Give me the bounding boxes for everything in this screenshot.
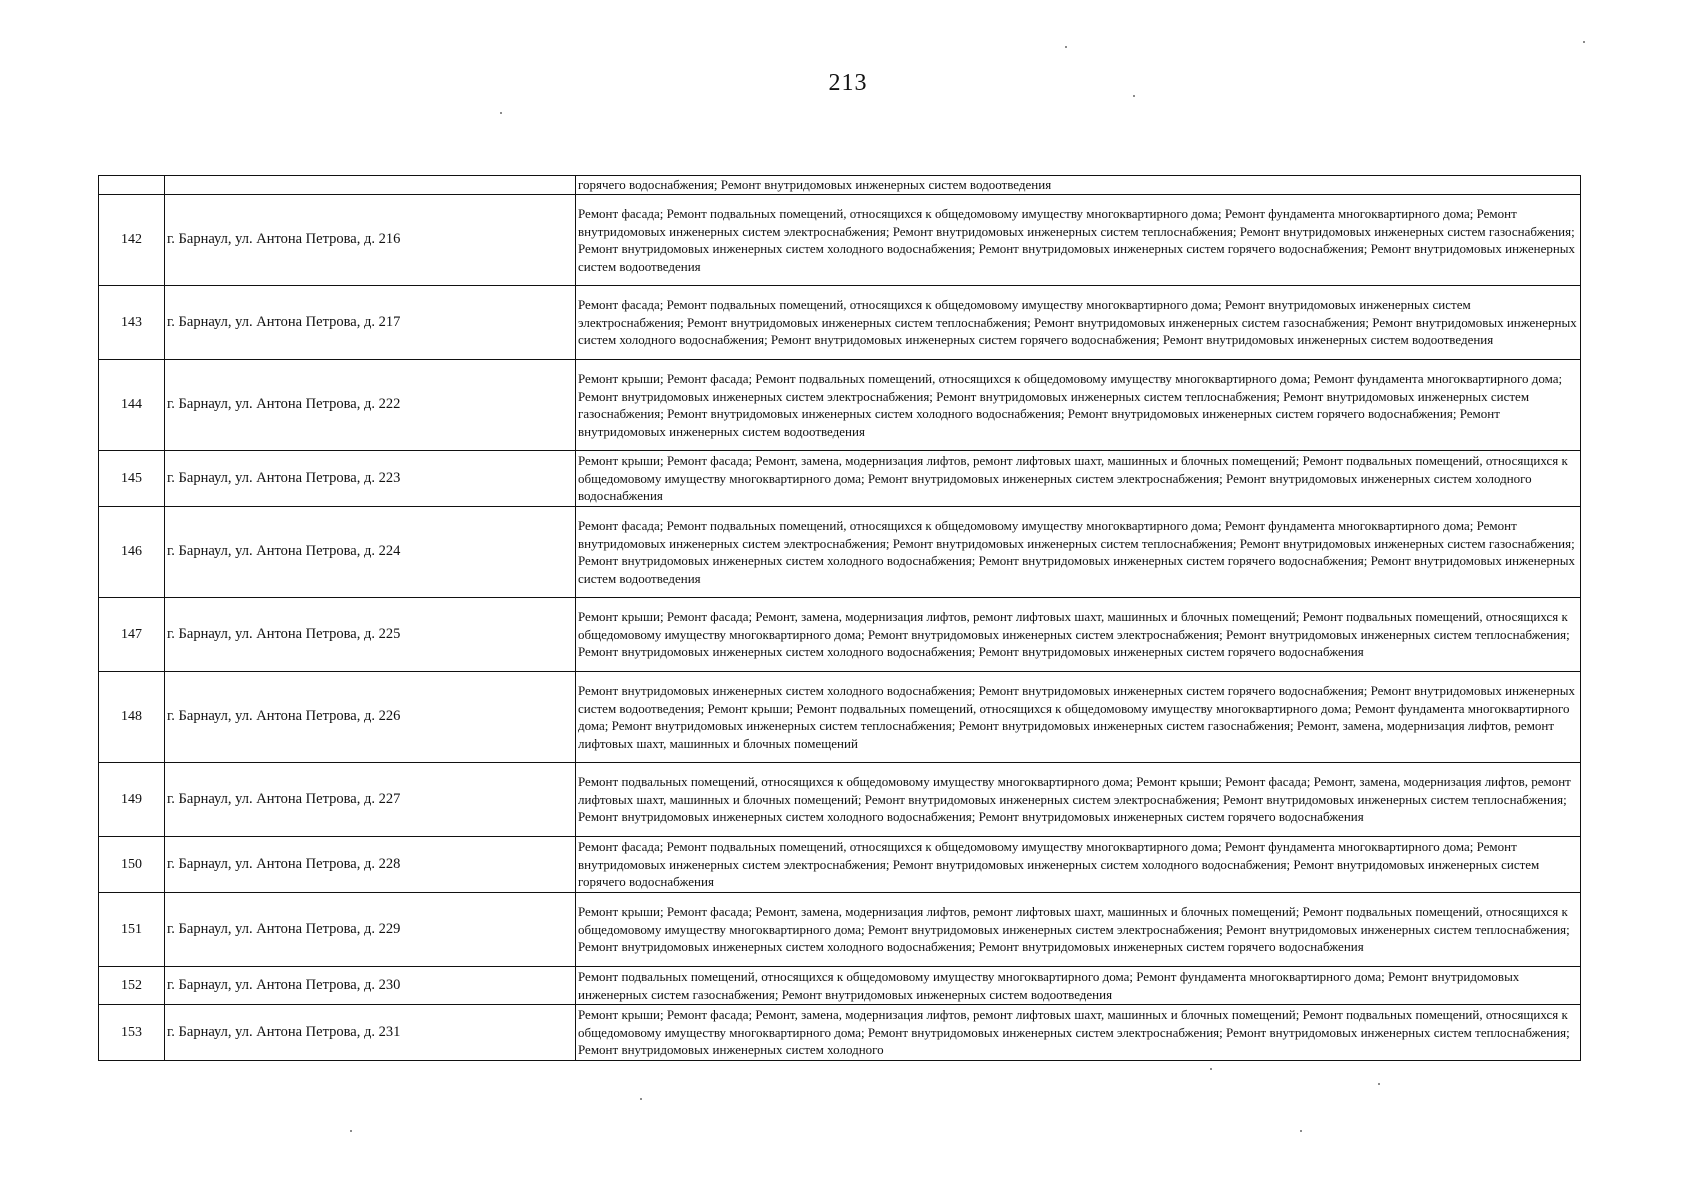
table-row-continuation: [99, 176, 1581, 195]
scan-speck: [1133, 95, 1135, 97]
scan-speck: [500, 112, 502, 114]
row-number-cell: 153: [99, 1005, 165, 1061]
repair-works-table: [98, 175, 1581, 1061]
address-cell: г. Барнаул, ул. Антона Петрова, д. 224: [165, 507, 576, 598]
scan-speck: [1065, 46, 1067, 48]
table-row: [99, 360, 1581, 451]
works-cell: Ремонт фасада; Ремонт подвальных помещений, относящихся к общедомовому имуществу многоквартирного дома; Ремонт внутридомовых инженерных систем электроснабжения; Ремонт внутридомовых инженерных систем теплоснабжения; Ремонт внутридомовых инженерных систем газоснабжения; Ремонт внутридомовых инженерных систем холодного водоснабжения; Ремонт внутридомовых инженерных систем горячего водоснабжения; Ремонт внутридомовых инженерных систем водоотведения: [576, 286, 1581, 360]
address-cell: г. Барнаул, ул. Антона Петрова, д. 231: [165, 1005, 576, 1061]
row-number-cell: 146: [99, 507, 165, 598]
table-row: [99, 286, 1581, 360]
table-row: [99, 451, 1581, 507]
row-number-cell: 150: [99, 837, 165, 893]
works-cell: Ремонт подвальных помещений, относящихся к общедомовому имуществу многоквартирного дома; Ремонт крыши; Ремонт фасада; Ремонт, замена, модернизация лифтов, ремонт лифтовых шахт, машинных и блочных помещений; Ремонт внутридомовых инженерных систем электроснабжения; Ремонт внутридомовых инженерных систем теплоснабжения; Ремонт внутридомовых инженерных систем холодного водоснабжения; Ремонт внутридомовых инженерных систем горячего водоснабжения: [576, 763, 1581, 837]
row-number-cell: 151: [99, 893, 165, 967]
row-number-cell: [99, 176, 165, 195]
scan-speck: [1378, 1083, 1380, 1085]
address-cell: г. Барнаул, ул. Антона Петрова, д. 229: [165, 893, 576, 967]
row-number-cell: 144: [99, 360, 165, 451]
row-number-cell: 149: [99, 763, 165, 837]
table-row: [99, 967, 1581, 1005]
scan-speck: [350, 1130, 352, 1132]
address-cell: [165, 176, 576, 195]
table-row: [99, 195, 1581, 286]
works-cell: горячего водоснабжения; Ремонт внутридомовых инженерных систем водоотведения: [576, 176, 1581, 195]
table-row: [99, 507, 1581, 598]
works-cell: Ремонт крыши; Ремонт фасада; Ремонт, замена, модернизация лифтов, ремонт лифтовых шахт, машинных и блочных помещений; Ремонт подвальных помещений, относящихся к общедомовому имуществу многоквартирного дома; Ремонт внутридомовых инженерных систем электроснабжения; Ремонт внутридомовых инженерных систем теплоснабжения; Ремонт внутридомовых инженерных систем холодного водоснабжения; Ремонт внутридомовых инженерных систем горячего водоснабжения: [576, 598, 1581, 672]
address-cell: г. Барнаул, ул. Антона Петрова, д. 216: [165, 195, 576, 286]
address-cell: г. Барнаул, ул. Антона Петрова, д. 227: [165, 763, 576, 837]
row-number-cell: 145: [99, 451, 165, 507]
works-cell: Ремонт крыши; Ремонт фасада; Ремонт подвальных помещений, относящихся к общедомовому имуществу многоквартирного дома; Ремонт фундамента многоквартирного дома; Ремонт внутридомовых инженерных систем электроснабжения; Ремонт внутридомовых инженерных систем теплоснабжения; Ремонт внутридомовых инженерных систем газоснабжения; Ремонт внутридомовых инженерных систем холодного водоснабжения; Ремонт внутридомовых инженерных систем горячего водоснабжения; Ремонт внутридомовых инженерных систем водоотведения: [576, 360, 1581, 451]
table-row: [99, 598, 1581, 672]
row-number-cell: 147: [99, 598, 165, 672]
scan-speck: [640, 1098, 642, 1100]
scan-speck: [1583, 41, 1585, 43]
works-cell: Ремонт подвальных помещений, относящихся к общедомовому имуществу многоквартирного дома; Ремонт фундамента многоквартирного дома; Ремонт внутридомовых инженерных систем газоснабжения; Ремонт внутридомовых инженерных систем водоотведения: [576, 967, 1581, 1005]
address-cell: г. Барнаул, ул. Антона Петрова, д. 230: [165, 967, 576, 1005]
address-cell: г. Барнаул, ул. Антона Петрова, д. 228: [165, 837, 576, 893]
address-cell: г. Барнаул, ул. Антона Петрова, д. 223: [165, 451, 576, 507]
scan-speck: [1210, 1068, 1212, 1070]
table-row: [99, 1005, 1581, 1061]
table-row: [99, 893, 1581, 967]
table-row: [99, 837, 1581, 893]
table-row: [99, 672, 1581, 763]
address-cell: г. Барнаул, ул. Антона Петрова, д. 222: [165, 360, 576, 451]
works-cell: Ремонт фасада; Ремонт подвальных помещений, относящихся к общедомовому имуществу многоквартирного дома; Ремонт фундамента многоквартирного дома; Ремонт внутридомовых инженерных систем электроснабжения; Ремонт внутридомовых инженерных систем теплоснабжения; Ремонт внутридомовых инженерных систем газоснабжения; Ремонт внутридомовых инженерных систем холодного водоснабжения; Ремонт внутридомовых инженерных систем горячего водоснабжения; Ремонт внутридомовых инженерных систем водоотведения: [576, 507, 1581, 598]
row-number-cell: 142: [99, 195, 165, 286]
works-cell: Ремонт крыши; Ремонт фасада; Ремонт, замена, модернизация лифтов, ремонт лифтовых шахт, машинных и блочных помещений; Ремонт подвальных помещений, относящихся к общедомовому имуществу многоквартирного дома; Ремонт внутридомовых инженерных систем электроснабжения; Ремонт внутридомовых инженерных систем теплоснабжения; Ремонт внутридомовых инженерных систем холодного водоснабжения; Ремонт внутридомовых инженерных систем горячего водоснабжения: [576, 893, 1581, 967]
works-cell: Ремонт фасада; Ремонт подвальных помещений, относящихся к общедомовому имуществу многоквартирного дома; Ремонт фундамента многоквартирного дома; Ремонт внутридомовых инженерных систем электроснабжения; Ремонт внутридомовых инженерных систем холодного водоснабжения; Ремонт внутридомовых инженерных систем горячего водоснабжения: [576, 837, 1581, 893]
works-cell: Ремонт внутридомовых инженерных систем холодного водоснабжения; Ремонт внутридомовых инженерных систем горячего водоснабжения; Ремонт внутридомовых инженерных систем водоотведения; Ремонт крыши; Ремонт подвальных помещений, относящихся к общедомовому имуществу многоквартирного дома; Ремонт фундамента многоквартирного дома; Ремонт внутридомовых инженерных систем теплоснабжения; Ремонт внутридомовых инженерных систем газоснабжения; Ремонт, замена, модернизация лифтов, ремонт лифтовых шахт, машинных и блочных помещений: [576, 672, 1581, 763]
scan-speck: [1300, 1130, 1302, 1132]
address-cell: г. Барнаул, ул. Антона Петрова, д. 225: [165, 598, 576, 672]
works-cell: Ремонт крыши; Ремонт фасада; Ремонт, замена, модернизация лифтов, ремонт лифтовых шахт, машинных и блочных помещений; Ремонт подвальных помещений, относящихся к общедомовому имуществу многоквартирного дома; Ремонт внутридомовых инженерных систем электроснабжения; Ремонт внутридомовых инженерных систем теплоснабжения; Ремонт внутридомовых инженерных систем холодного: [576, 1005, 1581, 1061]
row-number-cell: 148: [99, 672, 165, 763]
works-cell: Ремонт фасада; Ремонт подвальных помещений, относящихся к общедомовому имуществу многоквартирного дома; Ремонт фундамента многоквартирного дома; Ремонт внутридомовых инженерных систем электроснабжения; Ремонт внутридомовых инженерных систем теплоснабжения; Ремонт внутридомовых инженерных систем газоснабжения; Ремонт внутридомовых инженерных систем холодного водоснабжения; Ремонт внутридомовых инженерных систем горячего водоснабжения; Ремонт внутридомовых инженерных систем водоотведения: [576, 195, 1581, 286]
page-number: 213: [828, 70, 868, 96]
address-cell: г. Барнаул, ул. Антона Петрова, д. 217: [165, 286, 576, 360]
address-cell: г. Барнаул, ул. Антона Петрова, д. 226: [165, 672, 576, 763]
works-cell: Ремонт крыши; Ремонт фасада; Ремонт, замена, модернизация лифтов, ремонт лифтовых шахт, машинных и блочных помещений; Ремонт подвальных помещений, относящихся к общедомовому имуществу многоквартирного дома; Ремонт внутридомовых инженерных систем электроснабжения; Ремонт внутридомовых инженерных систем холодного водоснабжения: [576, 451, 1581, 507]
row-number-cell: 143: [99, 286, 165, 360]
row-number-cell: 152: [99, 967, 165, 1005]
table-row: [99, 763, 1581, 837]
